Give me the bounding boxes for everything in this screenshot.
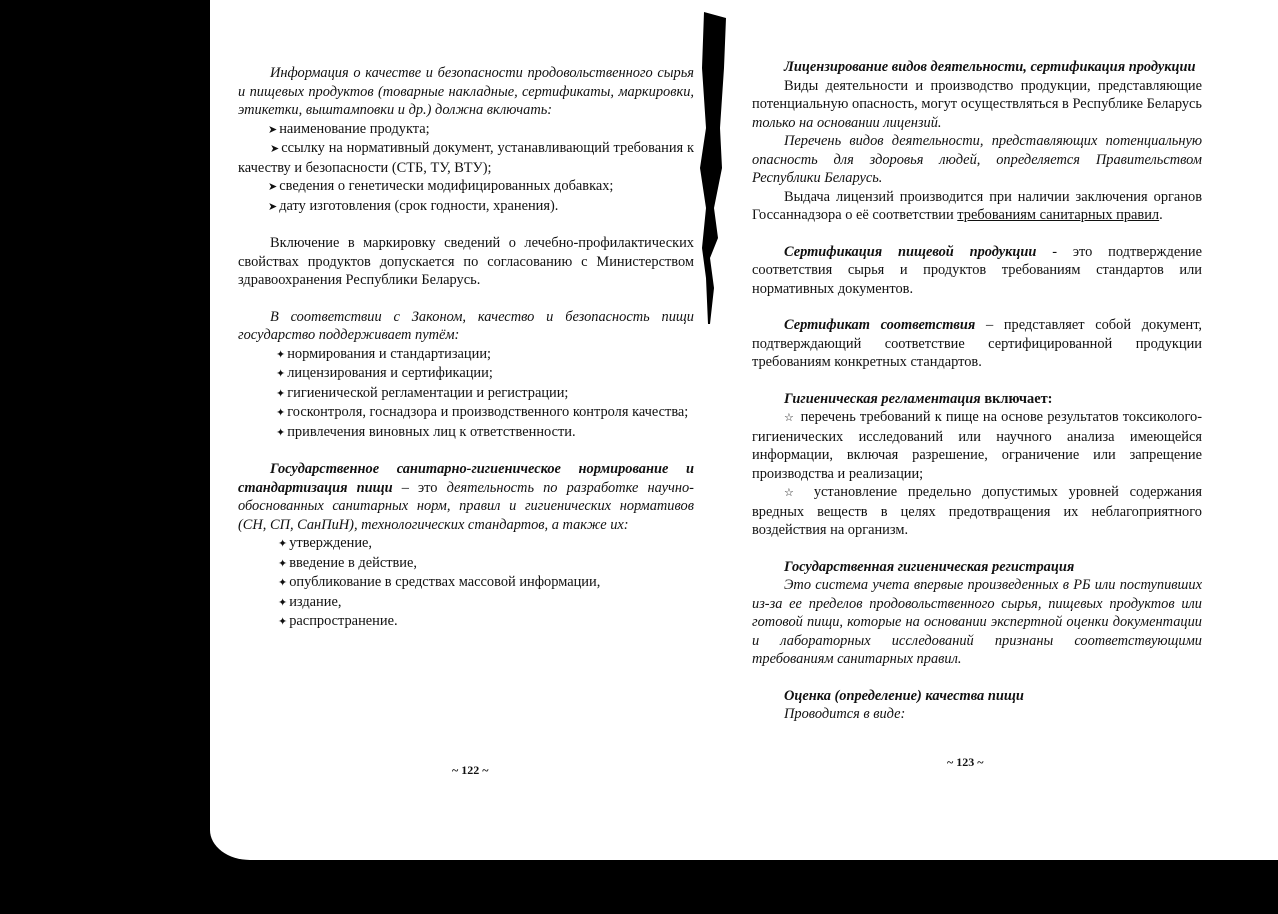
list-item xyxy=(238,403,694,423)
norm-dash: – это xyxy=(392,479,447,496)
licensing-paragraph-3 xyxy=(752,188,1202,225)
list-item xyxy=(238,139,694,177)
intro-paragraph: Информация о качестве и безопасности продовольственного сырья и пищевых продуктов (товарные накладные, сертификаты, маркировки, этикетки, выштамповки и др.) должна включать: xyxy=(238,65,694,118)
right-page xyxy=(752,58,1202,724)
star-bullet-icon: ☆ xyxy=(784,412,795,424)
diamond-bullet-icon: ✦ xyxy=(276,368,286,380)
list-item-text: дату изготовления (срок годности, хранения). xyxy=(279,197,559,214)
list-item xyxy=(238,364,694,384)
list-item-text: привлечения виновных лиц к ответственности. xyxy=(287,423,576,440)
list-item-text: ссылку на нормативный документ, устанавливающий требования к качеству и безопасности (СТБ, ТУ, ВТУ); xyxy=(238,140,694,176)
list-item-text: гигиенической регламентации и регистрации; xyxy=(287,384,569,401)
list-item-text: утверждение, xyxy=(289,535,373,551)
diamond-bullet-icon: ✦ xyxy=(276,348,286,361)
list-item xyxy=(238,573,694,593)
diamond-bullet-icon: ✦ xyxy=(278,538,288,550)
list-item-text: лицензирования и сертификации; xyxy=(287,365,493,381)
list-item xyxy=(238,345,694,365)
diamond-bullet-icon: ✦ xyxy=(276,387,286,400)
arrow-bullet-icon: ➤ xyxy=(268,181,278,193)
list-item-text: опубликование в средствах массовой информации, xyxy=(289,574,601,590)
diamond-bullet-icon: ✦ xyxy=(276,426,286,439)
licensing-p1-italic: только на основании лицензий. xyxy=(752,114,942,131)
list-item xyxy=(238,120,694,140)
cert-food-paragraph xyxy=(752,243,1202,299)
list-item xyxy=(238,423,694,443)
licensing-p1-text: Виды деятельности и производство продукции, представляющие потенциальную опасность, могут осуществляться в Республике Беларусь xyxy=(752,77,1202,112)
licensing-paragraph-2: Перечень видов деятельности, представляющих потенциальную опасность для здоровья людей, определяется Правительством Республики Беларусь. xyxy=(752,133,1202,186)
reg-paragraph: Это система учета впервые произведенных в РБ или поступивших из-за ее пределов продовольственного сырья, пищевых продуктов или готовой пищи, которые на основании экспертной оценки документации и лабораторных исследований признаны соответствующими требованиям санитарных правил. xyxy=(752,577,1202,667)
cert-conf-paragraph xyxy=(752,316,1202,372)
norm-paragraph xyxy=(238,460,694,534)
list-item-text: сведения о генетически модифицированных добавках; xyxy=(279,178,614,194)
cert-conf-text: – представляет собой документ, подтверждающий соответствие сертифицированной продукции требованиям конкретных стандартов. xyxy=(752,317,1203,370)
marking-paragraph: Включение в маркировку сведений о лечебно-профилактических свойствах продуктов допускается по согласованию с Министерством здравоохранения Республики Беларусь. xyxy=(238,235,694,288)
page-number-right: ~ 123 ~ xyxy=(947,755,984,769)
list-item xyxy=(238,384,694,404)
page-number-left: ~ 122 ~ xyxy=(452,763,489,777)
arrow-bullet-icon: ➤ xyxy=(268,123,278,136)
left-page xyxy=(238,64,694,632)
reg-title: Государственная гигиеническая регистрация xyxy=(784,558,1075,575)
star-bullet-icon: ☆ xyxy=(784,487,802,499)
licensing-p3-end: . xyxy=(1159,207,1163,223)
licensing-p3-underlined: требованиям санитарных правил xyxy=(957,207,1160,223)
law-intro: В соответствии с Законом, качество и безопасность пищи государство поддерживает путём: xyxy=(238,308,694,343)
list-item-text: наименование продукта; xyxy=(279,120,430,137)
cert-conf-title: Сертификат соответствия xyxy=(784,317,976,333)
diamond-bullet-icon: ✦ xyxy=(276,407,286,419)
list-item xyxy=(238,177,694,197)
eval-title: Оценка (определение) качества пищи xyxy=(784,687,1024,704)
diamond-bullet-icon: ✦ xyxy=(278,596,288,609)
list-item xyxy=(238,534,694,554)
eval-text: Проводится в виде: xyxy=(784,706,906,722)
arrow-bullet-icon: ➤ xyxy=(268,200,278,213)
arrow-bullet-icon: ➤ xyxy=(270,143,280,155)
diamond-bullet-icon: ✦ xyxy=(278,557,288,570)
cert-food-text: - это подтверждение соответствия сырья и продуктов требованиям стандартов или нормативных документов. xyxy=(752,243,1202,297)
list-item-text: перечень требований к пище на основе результатов токсиколого-гигиенических исследований или научного анализа имеющейся информации, включая разрешение, ограничение или запрещение производства и реализации; xyxy=(752,409,1202,482)
cert-food-title: Сертификация пищевой продукции xyxy=(784,243,1037,260)
diamond-bullet-icon: ✦ xyxy=(278,616,288,628)
list-item xyxy=(238,554,694,574)
list-item-text: издание, xyxy=(289,593,342,610)
norm-text: деятельность по разработке научно-обоснованных санитарных норм, правил и гигиенических нормативов (СН, СП, СанПиН), технологических стандартов, а также их: xyxy=(238,479,694,533)
list-item-text: нормирования и стандартизации; xyxy=(287,345,492,362)
book-spine-shadow xyxy=(700,8,730,326)
list-item xyxy=(752,408,1202,483)
list-item xyxy=(238,197,694,217)
licensing-title: Лицензирование видов деятельности, сертификация продукции xyxy=(784,59,1196,75)
hyg-title-line xyxy=(752,390,1202,409)
list-item xyxy=(238,612,694,632)
licensing-p3-text: Выдача лицензий производится при наличии заключения органов Госсаннадзора о её соответствии xyxy=(752,188,1202,223)
scan-shadow-left xyxy=(0,0,238,914)
list-item xyxy=(752,483,1202,540)
hyg-title-tail: включает: xyxy=(980,390,1053,407)
list-item-text: введение в действие, xyxy=(289,554,417,571)
list-item-text: распространение. xyxy=(289,613,398,629)
licensing-paragraph-1 xyxy=(752,77,1202,133)
list-item-text: госконтроля, госнадзора и производственного контроля качества; xyxy=(287,404,689,420)
diamond-bullet-icon: ✦ xyxy=(278,577,288,589)
norm-title: Государственное санитарно-гигиеническое нормирование и стандартизация пищи xyxy=(238,461,694,496)
list-item xyxy=(238,593,694,613)
list-item-text: установление предельно допустимых уровней содержания вредных веществ в целях предотвращения их неблагоприятного воздействия на организм. xyxy=(752,484,1202,538)
hyg-title: Гигиеническая регламентация xyxy=(784,390,981,407)
